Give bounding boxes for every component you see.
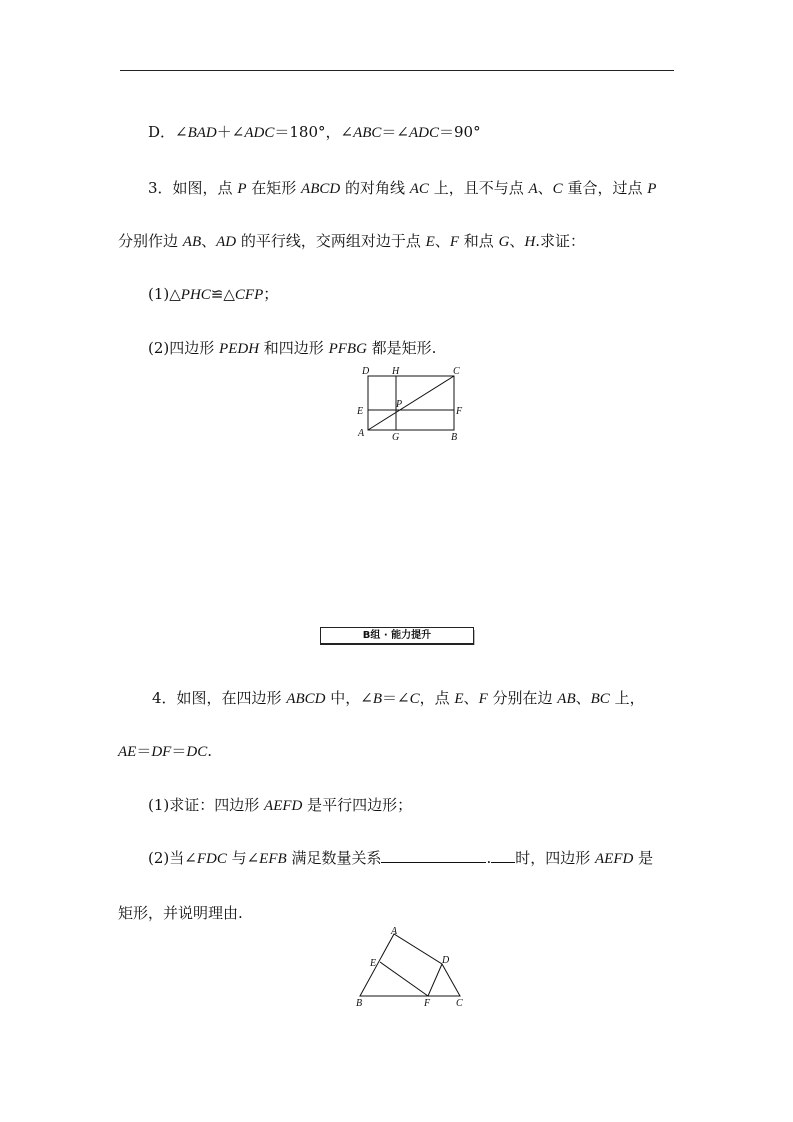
option-d: D．∠BAD＋∠ADC＝180°，∠ABC＝∠ADC＝90° <box>148 123 481 141</box>
q4-part1: (1)求证：四边形 AEFD 是平行四边形； <box>148 796 413 814</box>
section-badge <box>320 627 474 645</box>
label-b: B <box>451 432 458 443</box>
answer-blank[interactable] <box>381 848 486 863</box>
label-b: B <box>356 998 363 1009</box>
q4-line-last: 矩形，并说明理由. <box>118 904 243 922</box>
label-d: D <box>362 366 370 377</box>
label-c: C <box>456 998 463 1009</box>
label-e: E <box>370 958 377 969</box>
quad-aefd <box>380 962 442 996</box>
section-label: B组 · 能力提升 <box>320 627 474 645</box>
label-g: G <box>392 432 400 443</box>
label-p: P <box>396 399 403 410</box>
diagonal-ac <box>368 376 454 430</box>
answer-blank-tail[interactable] <box>491 848 515 863</box>
q3-part1: (1)△PHC≌△CFP； <box>148 285 279 303</box>
q3-figure <box>352 364 472 444</box>
label-a: A <box>391 926 398 937</box>
q4-figure <box>350 924 470 1010</box>
label-c: C <box>453 366 460 377</box>
q4-line1: 4．如图，在四边形 ABCD 中，∠B＝∠C，点 E、F 分别在边 AB、BC 上， <box>152 689 645 707</box>
q3-part2: (2)四边形 PEDH 和四边形 PFBG 都是矩形. <box>148 339 437 357</box>
label-e: E <box>357 406 364 417</box>
header-rule <box>120 70 674 71</box>
label-f: F <box>424 998 431 1009</box>
label-d: D <box>442 955 450 966</box>
label-h: H <box>392 366 400 377</box>
label-f: F <box>456 406 463 417</box>
q4-line2: AE＝DF＝DC. <box>118 742 212 760</box>
q3-line1: 3．如图，点 P 在矩形 ABCD 的对角线 AC 上，且不与点 A、C 重合，过点 P <box>148 179 657 197</box>
q3-line2: 分别作边 AB、AD 的平行线，交两组对边于点 E、F 和点 G、H.求证： <box>118 232 586 250</box>
blank-dot: . <box>486 849 492 867</box>
q4-part2: (2)当∠FDC 与∠EFB 满足数量关系 . 时，四边形 AEFD 是 <box>148 849 654 867</box>
label-a: A <box>358 428 365 439</box>
